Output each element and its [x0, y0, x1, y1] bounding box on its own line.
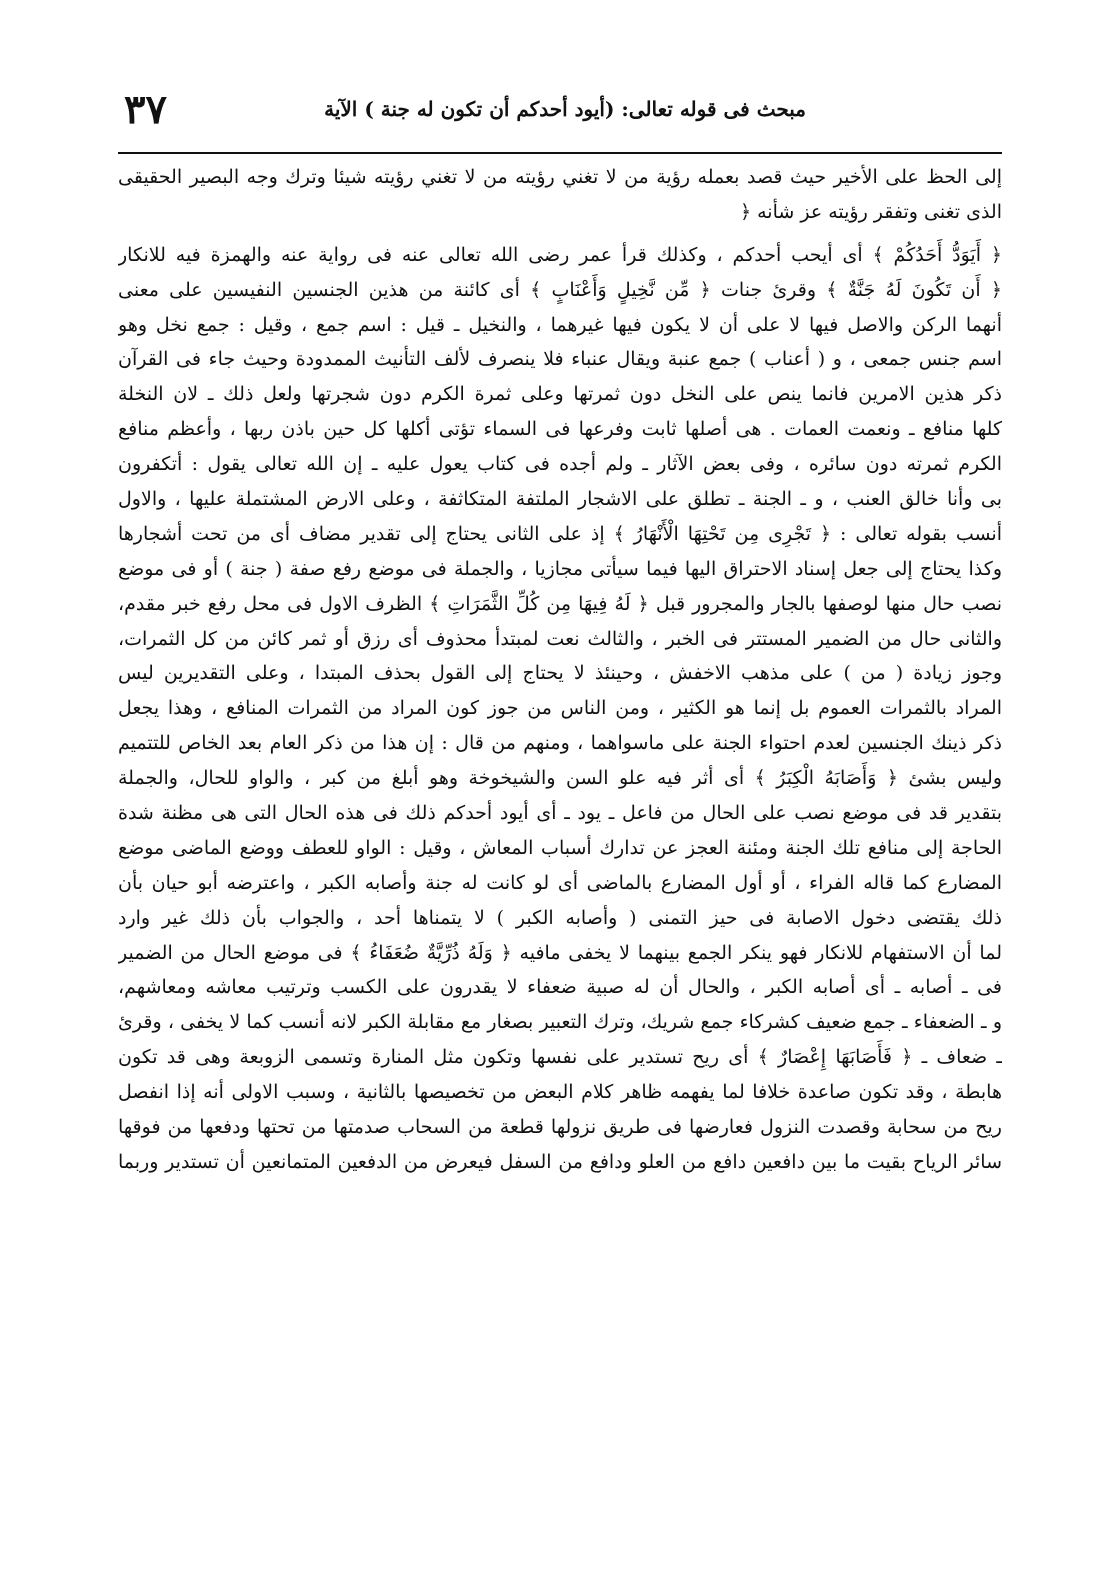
text-line: نصب حال منها لوصفها بالجار والمجرور قبل ﴿ لَهُ فِيهَا مِن كُلِّ الثَّمَرَاتِ ﴾ الظرف الاول فى محل رفع خبر مقدم،	[118, 592, 1002, 615]
text-line: وجوز زيادة ( من ) على مذهب الاخفش ، وحينئذ لا يحتاج إلى القول بحذف المبتدا ، وعلى التقديرين ليس	[118, 662, 1002, 685]
text-line: سائر الرياح بقيت ما بين دافعين دافع من العلو ودافع من السفل فيعرض من الدفعين المتمانعين أن تستدير وربما	[118, 1150, 1002, 1173]
text-line: الحاجة إلى منافع تلك الجنة ومئنة العجز عن تدارك أسباب المعاش ، وقيل : الواو للعطف ووضع الماضى موضع	[118, 836, 1002, 859]
text-line: إلى الحظ على الأخير حيث قصد بعمله رؤية من لا تغني رؤيته من لا تغني رؤيته شيئا وترك وجه البصير الحقيقى	[118, 166, 1002, 188]
text-line: و ـ الضعفاء ـ جمع ضعيف كشركاء جمع شريك، وترك التعبير بصغار مع مقابلة الكبر لانه أنسب كما لا يخفى ، وقرئ	[118, 1011, 1002, 1034]
running-title: مبحث فى قوله تعالى: (أيود أحدكم أن تكون له جنة ) الآية	[324, 97, 806, 121]
text-line: الكرم ثمرته دون سائره ، وفى بعض الآثار ـ ولم أجده فى كتاب يعول عليه ـ إن الله تعالى يقول : أتكفرون	[118, 453, 1002, 476]
text-line: لما أن الاستفهام للانكار فهو ينكر الجمع بينهما لا يخفى مافيه ﴿ وَلَهُ ذُرِّيَّةٌ ضُعَفَاءُ ﴾ فى موضع الحال من الضمير	[118, 941, 1002, 964]
text-line: ذكر هذين الامرين فانما ينص على النخل دون ثمرتها وعلى ثمرة الكرم دون شجرتها ولعل ذلك ـ لان النخلة	[118, 383, 1002, 406]
text-line: هابطة ، وقد تكون صاعدة خلافا لما يفهمه ظاهر كلام البعض من تخصيصها بالثانية ، وسبب الاولى أنه إذا انفصل	[118, 1081, 1002, 1104]
text-line: المراد بالثمرات العموم بل إنما هو الكثير ، ومن الناس من جوز كون المراد من الثمرات المنافع ، وهذا يجعل	[118, 697, 1002, 720]
text-line: وكذا يحتاج إلى جعل إسناد الاحتراق اليها فيما سيأتى مجازيا ، والجملة فى موضع رفع صفة ( جنة ) أو فى موضع	[118, 557, 1002, 580]
text-line: بتقدير قد فى موضع نصب على الحال من فاعل ـ يود ـ أى أيود أحدكم ذلك فى هذه الحال التى هى مظنة شدة	[118, 802, 1002, 825]
text-line	[118, 1180, 1002, 1215]
text-line: فى ـ أصابه ـ أى أصابه الكبر ، والحال أن له صبية ضعفاء لا يقدرون على الكسب وترتيب معاشه ومعاشهم،	[118, 976, 1002, 999]
text-line: أنسب بقوله تعالى : ﴿ تَجْرِى مِن تَحْتِهَا الْأَنْهَارُ ﴾ إذ على الثانى يحتاج إلى تقدير مضاف أى من تحت أشجارها	[118, 522, 1002, 545]
page-header	[118, 72, 1002, 154]
text-line: ذكر ذينك الجنسين لعدم احتواء الجنة على ماسواهما ، ومنهم من قال : إن هذا من ذكر العام بعد الخاص للتتميم	[118, 732, 1002, 755]
text-line: ﴿ أَيَوَدُّ أَحَدُكُمْ ﴾ أى أيحب أحدكم ، وكذلك قرأ عمر رضى الله تعالى عنه فى رواية عنه والهمزة فيه للانكار	[118, 243, 1002, 266]
text-line: ـ ضعاف ـ ﴿ فَأَصَابَهَا إِعْصَارٌ ﴾ أى ريح تستدير على نفسها وتكون مثل المنارة وتسمى الزوبعة وهى قد تكون	[118, 1046, 1002, 1069]
text-line: بى وأنا خالق العنب ، و ـ الجنة ـ تطلق على الاشجار الملتفة المتكاثفة ، وعلى الارض المشتملة عليها ، والاول	[118, 488, 1002, 511]
text-line: كلها منافع ـ ونعمت العمات . هى أصلها ثابت وفرعها فى السماء تؤتى أكلها كل حين باذن ربها ، وأعظم منافع	[118, 418, 1002, 441]
text-line: المضارع كما قاله الفراء ، أو أول المضارع بالماضى أى لو كانت له جنة وأصابه الكبر ، واعترضه أبو حيان بأن	[118, 871, 1002, 894]
page-number: ٣٧	[124, 85, 167, 133]
text-line: الذى تغنى وتفقر رؤيته عز شأنه ﴿	[739, 200, 1002, 223]
text-line: ريح من سحابة وقصدت النزول فعارضها فى طريق نزولها قطعة من السحاب صدمتها من تحتها ودفعها من فوقها	[118, 1116, 1002, 1139]
text-line: اسم جنس جمعى ، و ( أعناب ) جمع عنبة ويقال عنباء فلا ينصرف لألف التأنيث الممدودة وحيث جاء فى القرآن	[118, 348, 1002, 371]
text-line: أنهما الركن والاصل فيها لا على أن لا يكون فيها غيرهما ، والنخيل ـ قيل : اسم جمع ، وقيل : جمع نخل وهو	[118, 313, 1002, 336]
body-text	[118, 160, 1002, 1215]
text-line: ﴿ أَن تَكُونَ لَهُ جَنَّةٌ ﴾ وقرئ جنات ﴿ مِّن نَّخِيلٍ وَأَعْنَابٍ ﴾ أى كائنة من هذين الجنسين النفيسين على معنى	[118, 278, 1002, 301]
text-line: وليس بشئ ﴿ وَأَصَابَهُ الْكِبَرُ ﴾ أى أثر فيه علو السن والشيخوخة وهو أبلغ من كبر ، والواو للحال، والجملة	[118, 767, 1002, 790]
text-line: ذلك يقتضى دخول الاصابة فى حيز التمنى ( وأصابه الكبر ) لا يتمناها أحد ، والجواب بأن ذلك غير وارد	[118, 906, 1002, 929]
text-line: والثانى حال من الضمير المستتر فى الخبر ، والثالث نعت لمبتدأ محذوف أى رزق أو ثمر كائن من كل الثمرات،	[118, 627, 1002, 650]
